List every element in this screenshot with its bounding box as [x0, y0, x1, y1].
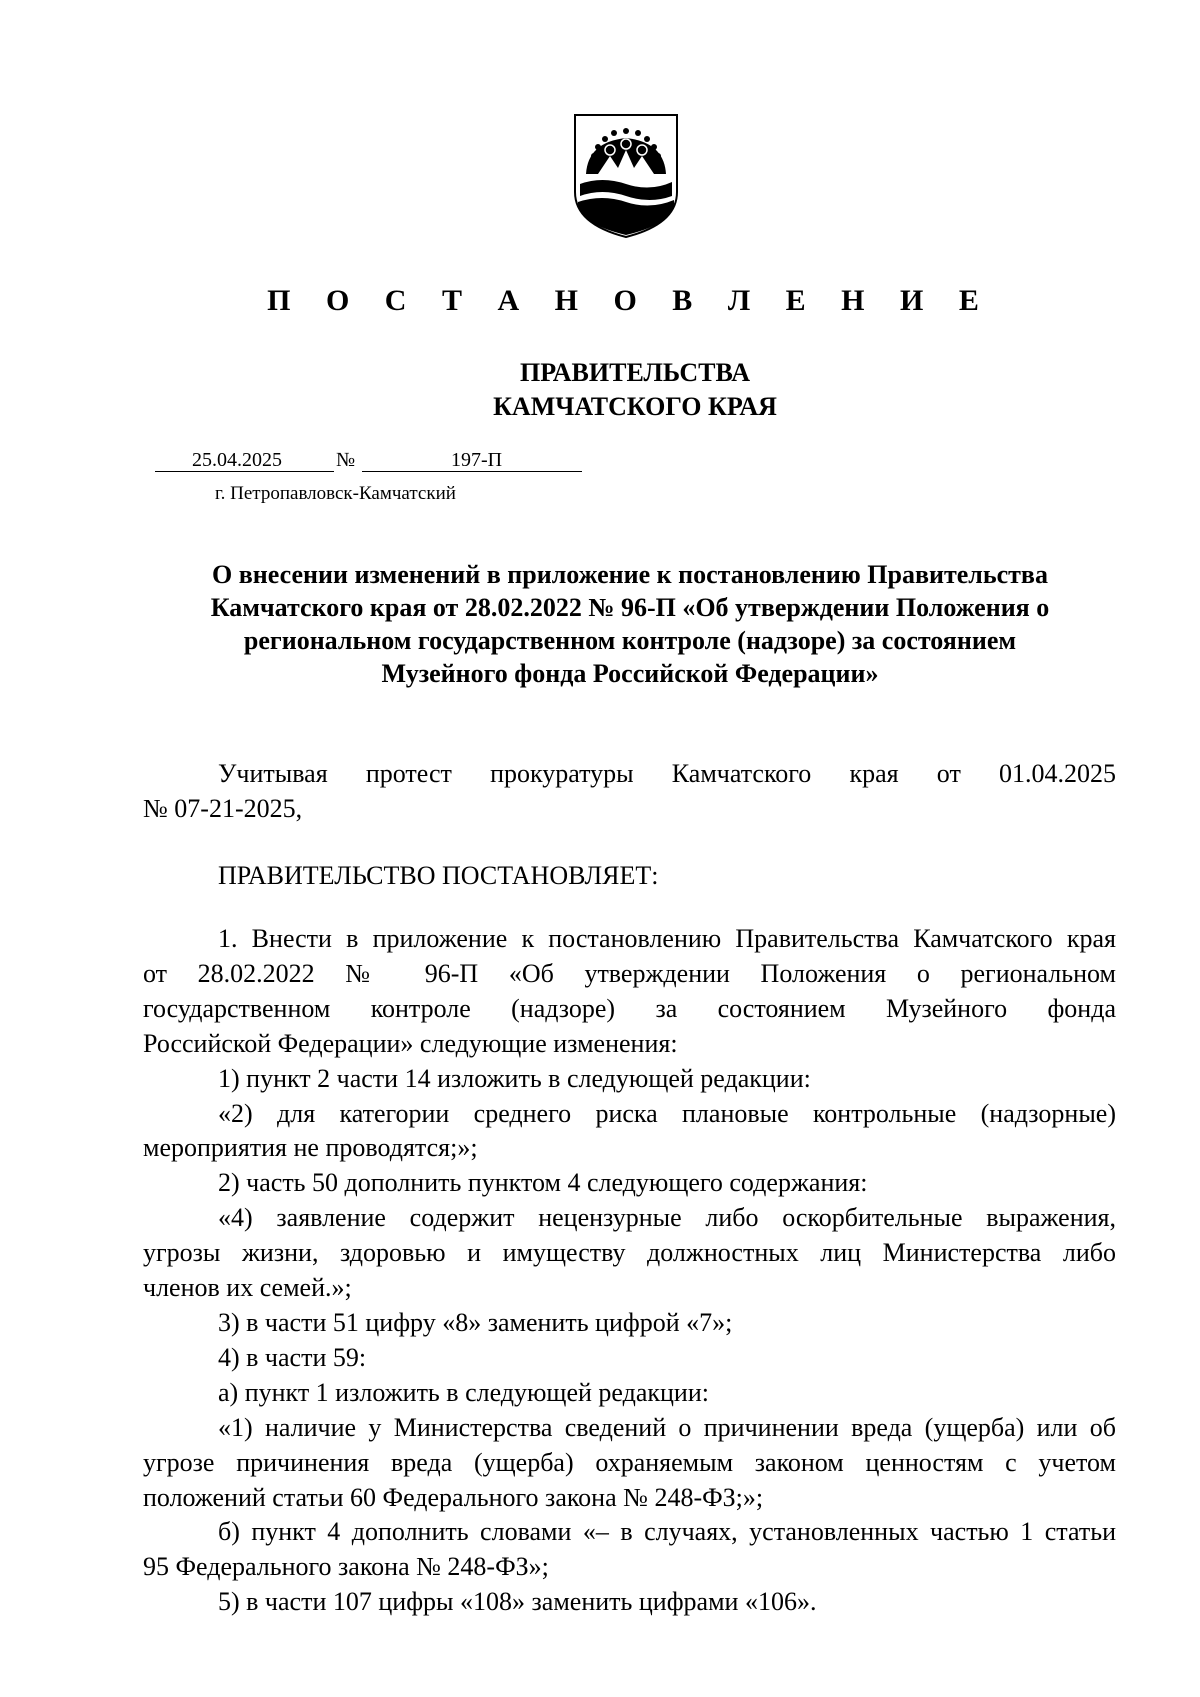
body-line: б) пункт 4 дополнить словами «– в случаях, установленных частью 1 статьи	[218, 1517, 1116, 1547]
document-title	[140, 558, 1120, 690]
body-line: «4) заявление содержит нецензурные либо оскорбительные выражения,	[218, 1203, 1116, 1233]
body-line: 1. Внести в приложение к постановлению Правительства Камчатского края	[218, 924, 1116, 953]
body-line: от 28.02.2022 № 96-П «Об утверждении Положения о региональном	[143, 958, 1116, 988]
title-line: региональном государственном контроле (надзоре) за состоянием	[243, 626, 1017, 655]
title-line: Камчатского края от 28.02.2022 № 96-П «Об утверждении Положения о	[210, 593, 1050, 622]
body-line: мероприятия не проводятся;»;	[143, 1133, 478, 1163]
document-date: 25.04.2025	[192, 449, 282, 471]
preamble-line: № 07-21-2025,	[143, 793, 303, 823]
body-line: государственном контроле (надзоре) за состоянием Музейного фонда	[143, 993, 1116, 1023]
body-line: угрозы жизни, здоровью и имуществу должностных лиц Министерства либо	[143, 1238, 1116, 1268]
body-line: 3) в части 51 цифру «8» заменить цифрой «7»;	[218, 1307, 733, 1337]
body-line: а) пункт 1 изложить в следующей редакции:	[218, 1377, 709, 1407]
issuer-heading	[0, 356, 1200, 424]
issuer-line-2: КАМЧАТСКОГО КРАЯ	[493, 392, 777, 421]
preamble	[143, 757, 1116, 827]
body-line: 2) часть 50 дополнить пунктом 4 следующего содержания:	[218, 1168, 868, 1198]
body-line: Российской Федерации» следующие изменения:	[143, 1028, 678, 1058]
resolution-body	[143, 922, 1116, 1620]
body-line: 5) в части 107 цифры «108» заменить цифрами «106».	[218, 1587, 817, 1617]
preamble-line: Учитывая протест прокуратуры Камчатского края от 01.04.2025	[218, 759, 1116, 788]
coat-of-arms-emblem	[572, 112, 680, 240]
body-line: 1) пункт 2 части 14 изложить в следующей редакции:	[218, 1063, 811, 1093]
issuer-line-1: ПРАВИТЕЛЬСТВА	[520, 358, 750, 387]
document-kind-heading: П О С Т А Н О В Л Е Н И Е	[267, 284, 993, 317]
number-sign: №	[336, 449, 356, 471]
resolution-statement	[143, 859, 1116, 894]
body-line: положений статьи 60 Федерального закона № 248-ФЗ;»;	[143, 1482, 764, 1512]
body-line: угрозе причинения вреда (ущерба) охраняемым законом ценностям с учетом	[143, 1447, 1116, 1477]
body-line: 95 Федерального закона № 248-ФЗ»;	[143, 1552, 549, 1582]
number-underline	[362, 471, 582, 472]
date-underline	[155, 471, 334, 472]
document-place: г. Петропавловск-Камчатский	[215, 483, 456, 504]
body-line: «1) наличие у Министерства сведений о причинении вреда (ущерба) или об	[218, 1412, 1116, 1442]
body-line: 4) в части 59:	[218, 1342, 367, 1372]
title-line: Музейного фонда Российской Федерации»	[381, 659, 879, 688]
body-line: членов их семей.»;	[143, 1273, 352, 1303]
title-line: О внесении изменений в приложение к постановлению Правительства	[212, 560, 1048, 589]
body-line: «2) для категории среднего риска плановые контрольные (надзорные)	[218, 1098, 1116, 1128]
resolve-line: ПРАВИТЕЛЬСТВО ПОСТАНОВЛЯЕТ:	[218, 861, 659, 890]
document-number: 197-П	[451, 449, 503, 471]
